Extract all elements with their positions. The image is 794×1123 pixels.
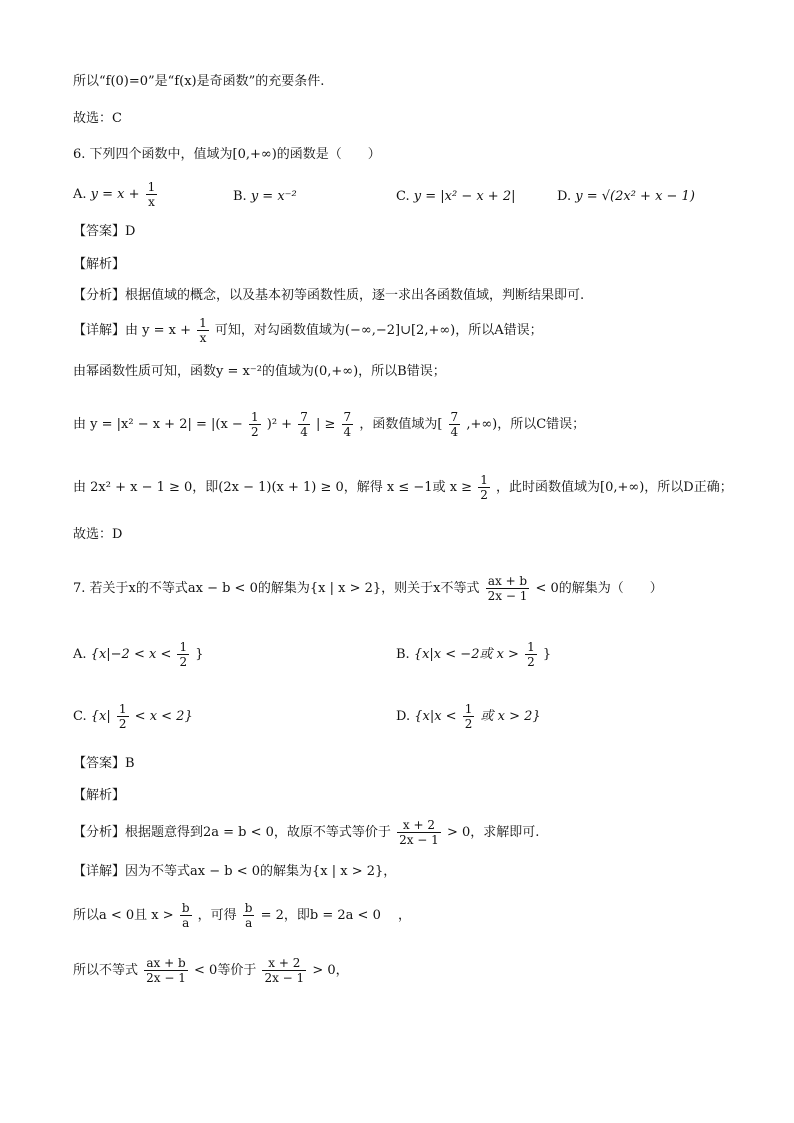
text-segment: | ≥ bbox=[315, 417, 336, 432]
option-expr: y = √(2x² + x − 1) bbox=[575, 189, 695, 204]
numerator: 1 bbox=[147, 180, 156, 194]
text-segment: 所以a < 0且 x > bbox=[73, 908, 174, 923]
option-expr: y = x⁻² bbox=[250, 189, 297, 204]
numerator: 7 bbox=[300, 410, 308, 424]
set-expr: {x|x < −2或 x > bbox=[413, 647, 519, 662]
numerator: 1 bbox=[118, 702, 127, 716]
denominator: 2x − 1 bbox=[487, 589, 528, 603]
fraction bbox=[117, 702, 129, 731]
text-segment: > 0， bbox=[312, 963, 349, 978]
option-label: A. bbox=[73, 647, 87, 662]
denominator: 2 bbox=[250, 425, 259, 439]
answer-label: 【答案】D bbox=[73, 224, 136, 239]
detail-line bbox=[73, 473, 733, 502]
denominator: 2x − 1 bbox=[146, 971, 186, 985]
fraction bbox=[197, 316, 209, 345]
text-segment: 【详解】由 y = x + bbox=[73, 323, 191, 338]
text-segment: 所以不等式 bbox=[73, 963, 139, 978]
set-close: < x < 2} bbox=[134, 709, 193, 724]
fraction bbox=[342, 410, 354, 439]
numerator: 1 bbox=[250, 410, 259, 424]
set-expr: {x| bbox=[90, 709, 111, 724]
text-segment: < 0的解集为（ ） bbox=[535, 581, 663, 596]
text-segment: 可知，对勾函数值域为(−∞,−2]∪[2,+∞)，所以A错误； bbox=[214, 323, 543, 338]
denominator: 2 bbox=[480, 488, 488, 502]
fraction bbox=[486, 574, 530, 603]
denominator: x bbox=[148, 195, 155, 209]
set-close: 或 x > 2} bbox=[480, 709, 541, 724]
denominator: 4 bbox=[450, 425, 459, 439]
denominator: 2x − 1 bbox=[399, 833, 439, 847]
option-d bbox=[557, 187, 695, 207]
detail-line: 【详解】因为不等式ax − b < 0的解集为{x | x > 2}， bbox=[73, 864, 397, 879]
text-segment: 【分析】根据题意得到2a = b < 0，故原不等式等价于 bbox=[73, 825, 391, 840]
denominator: 2 bbox=[179, 655, 188, 669]
option-a bbox=[73, 180, 159, 209]
option-b bbox=[233, 187, 297, 207]
numerator: b bbox=[244, 901, 253, 915]
numerator: x + 2 bbox=[397, 818, 441, 833]
fraction bbox=[243, 901, 255, 930]
denominator: 4 bbox=[343, 425, 352, 439]
detail-line bbox=[73, 410, 585, 439]
option-label: D. bbox=[396, 709, 411, 724]
fraction bbox=[177, 640, 189, 669]
option-label: B. bbox=[233, 189, 247, 204]
set-expr: {x|x < bbox=[414, 709, 457, 724]
option-c bbox=[73, 702, 193, 731]
fraction bbox=[180, 901, 192, 930]
option-label: C. bbox=[396, 189, 410, 204]
option-label: B. bbox=[396, 647, 410, 662]
option-b bbox=[396, 640, 551, 669]
text-segment: ，此时函数值域为[0,+∞)，所以D正确； bbox=[496, 480, 733, 495]
question-7 bbox=[73, 574, 663, 603]
answer-label: 【答案】B bbox=[73, 756, 135, 771]
text-segment: ，函数值域为[ bbox=[359, 417, 443, 432]
text-segment: = 2，即b = 2a < 0 ， bbox=[260, 908, 411, 923]
analysis-label: 【解析】 bbox=[73, 257, 126, 272]
denominator: 2 bbox=[118, 717, 127, 731]
detail-line bbox=[73, 901, 411, 930]
fraction bbox=[449, 410, 461, 439]
text-line: 所以“f(0)=0”是“f(x)是奇函数”的充要条件. bbox=[73, 74, 325, 89]
fraction bbox=[525, 640, 537, 669]
numerator: 1 bbox=[464, 702, 473, 716]
text-segment: > 0，求解即可. bbox=[446, 825, 540, 840]
denominator: a bbox=[245, 916, 253, 930]
detail-line bbox=[73, 956, 349, 985]
numerator: 1 bbox=[199, 316, 207, 330]
fraction bbox=[397, 818, 441, 847]
denominator: 2 bbox=[527, 655, 535, 669]
numerator: ax + b bbox=[144, 956, 188, 971]
fraction bbox=[146, 180, 158, 209]
option-c bbox=[396, 187, 516, 207]
option-d bbox=[396, 702, 541, 731]
text-segment: ，可得 bbox=[197, 908, 237, 923]
analysis-text: 【分析】根据值域的概念，以及基本初等函数性质，逐一求出各函数值域，判断结果即可. bbox=[73, 288, 585, 303]
set-expr: {x|−2 < x < bbox=[90, 647, 172, 662]
text-segment: 7. 若关于x的不等式ax − b < 0的解集为{x | x > 2}，则关于x不等式 bbox=[73, 581, 480, 596]
denominator: 2x − 1 bbox=[264, 971, 305, 985]
option-label: D. bbox=[557, 189, 572, 204]
text-segment: 由 y = |x² − x + 2| = |(x − bbox=[73, 417, 243, 432]
numerator: b bbox=[181, 901, 190, 915]
numerator: 1 bbox=[179, 640, 188, 654]
text-segment: < 0等价于 bbox=[194, 963, 257, 978]
detail-line: 由幂函数性质可知，函数y = x⁻²的值域为(0,+∞)，所以B错误； bbox=[73, 364, 446, 379]
set-close: } bbox=[542, 647, 552, 662]
denominator: 4 bbox=[300, 425, 308, 439]
text-segment: ,+∞)，所以C错误； bbox=[466, 417, 586, 432]
denominator: x bbox=[199, 331, 207, 345]
choose-answer: 故选：D bbox=[73, 527, 123, 542]
fraction bbox=[298, 410, 310, 439]
fraction bbox=[478, 473, 490, 502]
numerator: 7 bbox=[450, 410, 459, 424]
fraction bbox=[262, 956, 306, 985]
option-a bbox=[73, 640, 204, 669]
denominator: 2 bbox=[464, 717, 473, 731]
option-expr: y = |x² − x + 2| bbox=[413, 189, 516, 204]
fraction bbox=[463, 702, 475, 731]
fraction bbox=[249, 410, 261, 439]
text-segment: )² + bbox=[266, 417, 293, 432]
set-close: } bbox=[195, 647, 204, 662]
numerator: 1 bbox=[480, 473, 488, 487]
choose-answer: 故选：C bbox=[73, 111, 122, 126]
option-label: C. bbox=[73, 709, 87, 724]
numerator: 1 bbox=[527, 640, 535, 654]
option-label: A. bbox=[73, 187, 87, 202]
numerator: x + 2 bbox=[262, 956, 306, 971]
question-6: 6. 下列四个函数中，值域为[0,+∞)的函数是（ ） bbox=[73, 147, 381, 162]
analysis-text bbox=[73, 818, 539, 847]
numerator: 7 bbox=[343, 410, 352, 424]
analysis-label: 【解析】 bbox=[73, 788, 126, 803]
detail-line bbox=[73, 316, 543, 345]
denominator: a bbox=[182, 916, 190, 930]
text-segment: 由 2x² + x − 1 ≥ 0，即(2x − 1)(x + 1) ≥ 0，解得 x ≤ −1或 x ≥ bbox=[73, 480, 473, 495]
option-expr: y = x + bbox=[90, 187, 140, 202]
fraction bbox=[144, 956, 188, 985]
numerator: ax + b bbox=[486, 574, 530, 589]
